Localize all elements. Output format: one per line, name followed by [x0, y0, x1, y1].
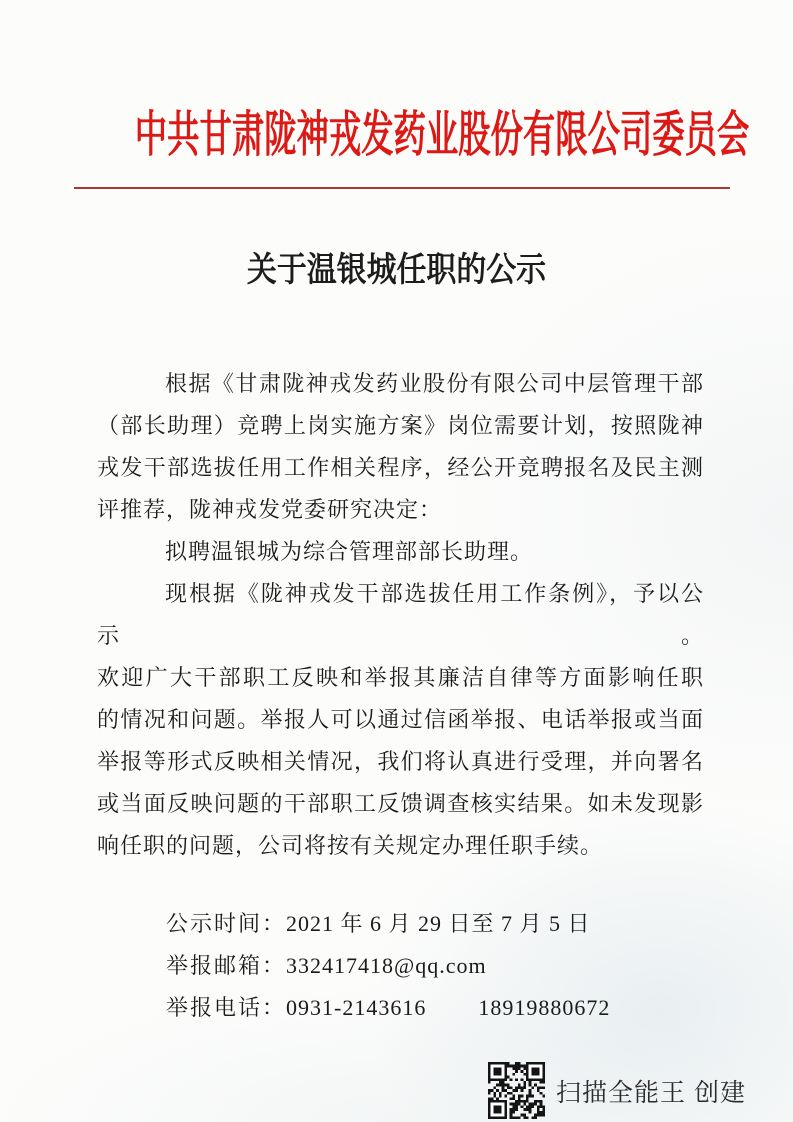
- body-line: 现根据《陇神戎发干部选拔任用工作条例》，予以公示。: [97, 581, 703, 648]
- body-line: （部长助理）竞聘上岗实施方案》岗位需要计划，按照陇神: [97, 413, 703, 438]
- org-title: 中共甘肃陇神戎发药业股份有限公司委员会: [134, 107, 750, 162]
- body-line: 根据《甘肃陇神戎发药业股份有限公司中层管理干部: [165, 371, 703, 396]
- body-line: 的情况和问题。举报人可以通过信函举报、电话举报或当面: [97, 707, 703, 732]
- scanner-watermark: [488, 1062, 746, 1119]
- header-rule: [74, 187, 730, 189]
- contact-value: 0931-2143616: [286, 995, 427, 1020]
- contact-label: 举报邮箱：: [166, 953, 287, 978]
- document-title: 关于温银城任职的公示: [246, 252, 547, 289]
- contact-label: 公示时间：: [166, 911, 287, 936]
- contact-row: [166, 903, 793, 945]
- body-line: 评推荐，陇神戎发党委研究决定：: [97, 497, 443, 522]
- body-line: 戎发干部选拔任用工作相关程序，经公开竞聘报名及民主测: [97, 455, 703, 480]
- body-line: 举报等形式反映相关情况，我们将认真进行受理，并向署名: [97, 749, 703, 774]
- body-line: 欢迎广大干部职工反映和举报其廉洁自律等方面影响任职: [97, 665, 703, 690]
- contact-value: 2021 年 6 月 29 日至 7 月 5 日: [286, 911, 591, 936]
- body-line: 拟聘温银城为综合管理部部长助理。: [165, 539, 534, 564]
- contact-row: [166, 987, 793, 1029]
- contact-info: [166, 903, 793, 1029]
- watermark-label: 扫描全能王 创建: [556, 1078, 746, 1107]
- contact-value: 332417418@qq.com: [286, 953, 487, 978]
- contact-row: [166, 945, 793, 987]
- body-line: 响任职的问题，公司将按有关规定办理任职手续。: [97, 833, 604, 858]
- qr-code-icon: [488, 1062, 545, 1119]
- contact-value-2: 18919880672: [478, 995, 611, 1020]
- body-line: 或当面反映问题的干部职工反馈调查核实结果。如未发现影: [97, 791, 703, 816]
- document-body: [97, 363, 703, 867]
- contact-label: 举报电话：: [166, 995, 287, 1020]
